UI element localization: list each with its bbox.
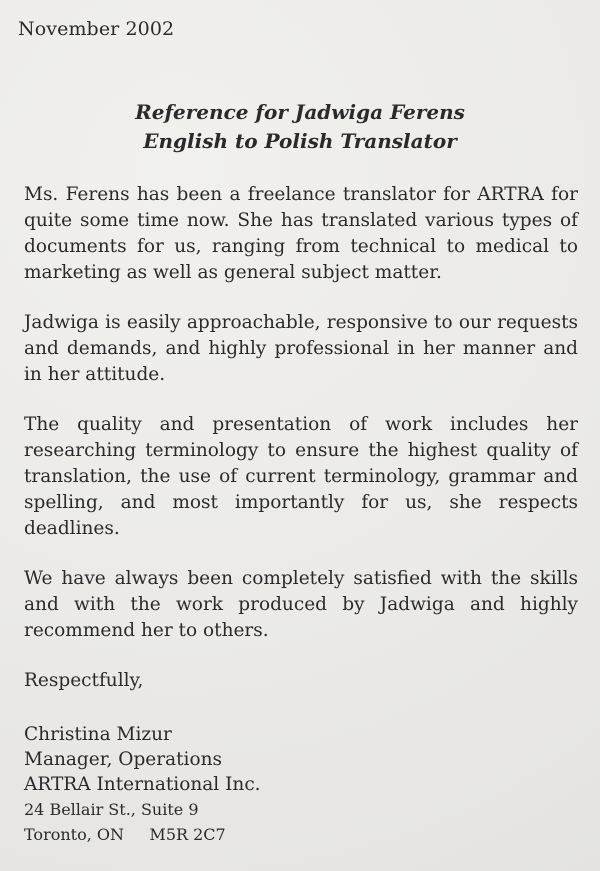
signature-block bbox=[24, 722, 578, 847]
paragraph-1: Ms. Ferens has been a freelance translator for ARTRA for quite some time now. She has translated various types of documents for us, ranging from technical to medical to marketing as well as general subject matter. bbox=[24, 184, 578, 283]
title-line-1: Reference for Jadwiga Ferens bbox=[135, 100, 465, 124]
paragraph-4: We have always been completely satisfied with the skills and with the work produced by Jadwiga and highly recommend her to others. bbox=[24, 568, 578, 641]
paragraph-3: The quality and presentation of work includes her researching terminology to ensure the highest quality of translation, the use of current terminology, grammar and spelling, and most importantly for us, she respects deadlines. bbox=[24, 414, 578, 539]
letter-body bbox=[24, 182, 578, 847]
letter-title bbox=[0, 98, 600, 156]
title-line-2: English to Polish Translator bbox=[143, 129, 457, 153]
address-city: Toronto, ON M5R 2C7 bbox=[24, 825, 226, 844]
paragraph-2: Jadwiga is easily approachable, responsive to our requests and demands, and highly professional in her manner and in her attitude. bbox=[24, 312, 578, 385]
letter-date: November 2002 bbox=[18, 18, 175, 40]
signer-company: ARTRA International Inc. bbox=[24, 774, 261, 795]
signer-position: Manager, Operations bbox=[24, 749, 223, 770]
closing: Respectfully, bbox=[24, 670, 144, 691]
signer-name: Christina Mizur bbox=[24, 724, 172, 745]
address-street: 24 Bellair St., Suite 9 bbox=[24, 800, 199, 819]
